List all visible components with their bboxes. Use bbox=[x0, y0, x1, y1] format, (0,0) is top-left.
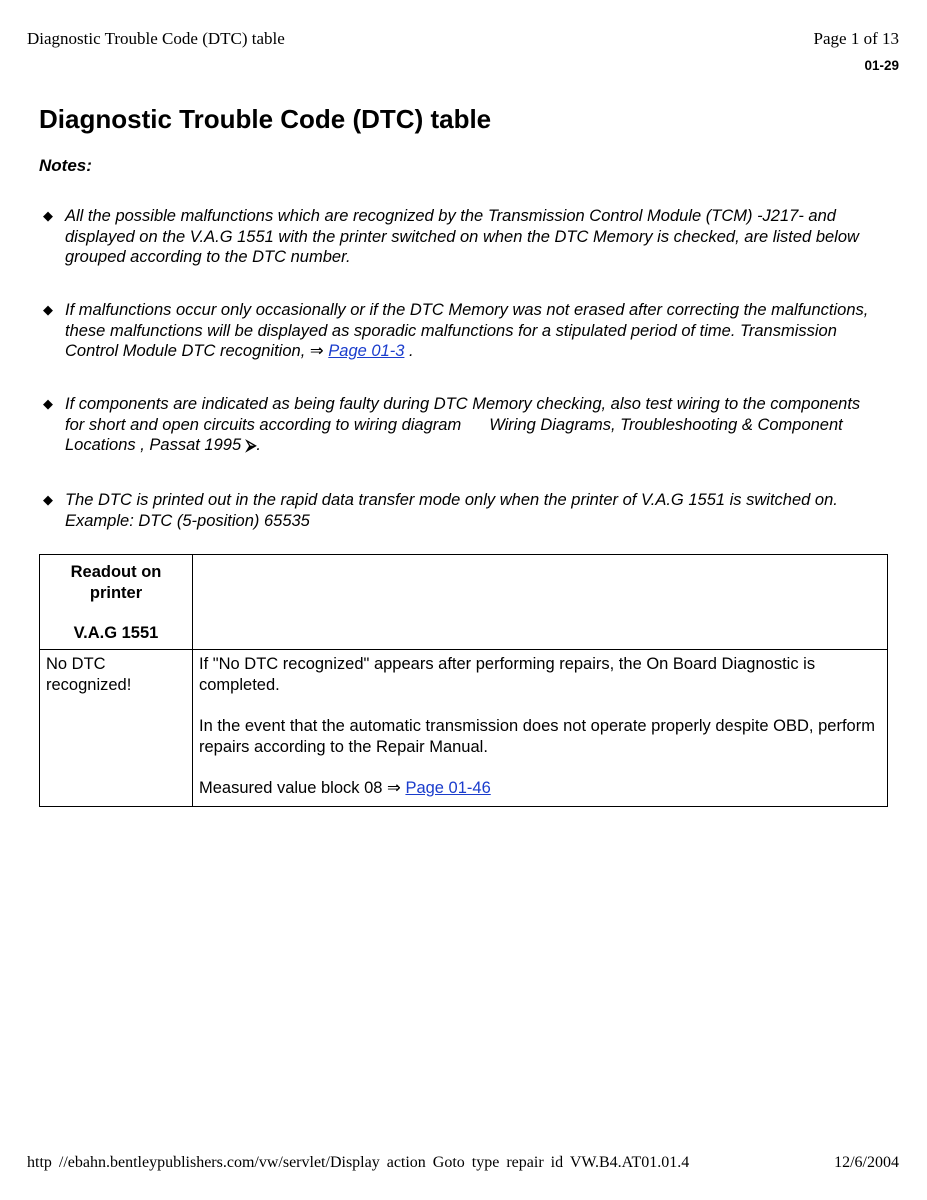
page-01-3-link[interactable]: Page 01-3 bbox=[328, 342, 405, 360]
table-header-empty-cell bbox=[193, 555, 888, 650]
measured-value-line bbox=[199, 778, 881, 799]
diamond-bullet-icon: ◆ bbox=[43, 208, 53, 223]
dtc-description-cell bbox=[193, 650, 888, 807]
page-01-46-link[interactable]: Page 01-46 bbox=[405, 779, 491, 797]
table-header-cell bbox=[40, 555, 193, 650]
dtc-code-cell bbox=[40, 650, 193, 807]
description-paragraph: If "No DTC recognized" appears after performing repairs, the On Board Diagnostic is completed. bbox=[199, 655, 816, 694]
header-page-indicator: Page 1 of 13 bbox=[813, 29, 899, 48]
note-text-part: . bbox=[404, 342, 414, 360]
note-text: The DTC is printed out in the rapid data transfer mode only when the printer of V.A.G 1551 is switched on. Example: DTC (5-position) 65535 bbox=[65, 491, 838, 530]
table-header-device: V.A.G 1551 bbox=[73, 624, 159, 642]
page-title: Diagnostic Trouble Code (DTC) table bbox=[39, 104, 492, 134]
note-text-part: . bbox=[256, 436, 261, 454]
notes-label: Notes: bbox=[39, 156, 92, 175]
diamond-bullet-icon: ◆ bbox=[43, 492, 53, 507]
dtc-table bbox=[39, 554, 888, 807]
reference-arrow-icon[interactable]: ⮚ bbox=[245, 437, 257, 454]
measured-value-text: Measured value block 08 ⇒ bbox=[199, 779, 406, 797]
wiring-diagram-reference[interactable]: Wiring Diagrams, Troubleshooting & Component Locations , Passat 1995 bbox=[65, 415, 843, 454]
note-text-part: If components are indicated as being faulty during DTC Memory checking, also test wiring to the components for short and open circuits according to wiring diagram bbox=[65, 395, 861, 434]
note-text bbox=[65, 300, 878, 362]
footer-url: http //ebahn.bentleypublishers.com/vw/servlet/Display action Goto type repair id VW.B4.AT01.01.4 bbox=[27, 1154, 690, 1171]
description-paragraph: In the event that the automatic transmission does not operate properly despite OBD, perform repairs according to the Repair Manual. bbox=[199, 717, 875, 756]
page-code: 01-29 bbox=[864, 58, 899, 73]
table-header-row bbox=[40, 555, 888, 650]
note-text-part: If malfunctions occur only occasionally or if the DTC Memory was not erased after correcting the malfunctions, these malfunctions will be displayed as sporadic malfunctions for a stipulated period of time. Transmission Control Module DTC recognition, ⇒ bbox=[65, 301, 869, 360]
dtc-code-text: No DTC recognized! bbox=[46, 655, 132, 694]
table-row bbox=[40, 650, 888, 807]
diamond-bullet-icon: ◆ bbox=[43, 302, 53, 317]
note-text bbox=[65, 394, 878, 457]
note-text: All the possible malfunctions which are recognized by the Transmission Control Module (TCM) -J217- and displayed on the V.A.G 1551 with the printer switched on when the DTC Memory is checked, are listed below grouped according to the DTC number. bbox=[65, 207, 859, 266]
header-document-title: Diagnostic Trouble Code (DTC) table bbox=[27, 29, 285, 48]
footer-date: 12/6/2004 bbox=[834, 1154, 899, 1171]
table-header-readout: Readout on printer bbox=[70, 563, 162, 602]
diamond-bullet-icon: ◆ bbox=[43, 396, 53, 411]
